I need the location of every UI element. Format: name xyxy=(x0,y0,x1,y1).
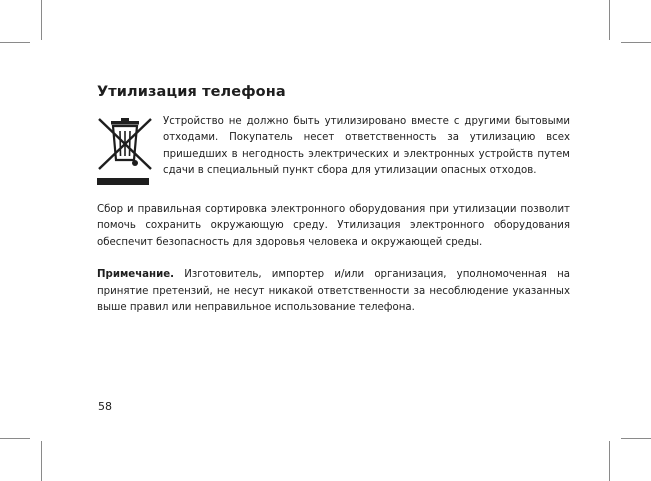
crop-mark-bottom-right-horizontal xyxy=(621,438,651,439)
crop-mark-top-left-horizontal xyxy=(0,42,30,43)
crop-mark-bottom-right-vertical xyxy=(609,441,610,481)
crop-mark-top-left-vertical xyxy=(41,0,42,40)
note-text: Изготовитель, импортер и/или организация, уполномоченная на принятие претензий, не несут никакой ответственности за несоблюдение указанных выше правил или неправильное использование телефона. xyxy=(97,269,570,314)
disposal-paragraph: Устройство не должно быть утилизировано вместе с другими бытовыми отходами. Покупатель несет ответственность за утилизацию всех пришедших в негодность электрических и электронных устройств путем сдачи в специальный пункт сбора для утилизации опасных отходов. xyxy=(163,116,570,177)
page-title: Утилизация телефона xyxy=(97,84,286,100)
crop-mark-bottom-left-horizontal xyxy=(0,438,30,439)
page-number: 58 xyxy=(98,400,112,413)
crop-mark-top-right-vertical xyxy=(609,0,610,40)
disposal-section xyxy=(97,115,570,188)
crop-mark-top-right-horizontal xyxy=(621,42,651,43)
note-paragraph xyxy=(97,267,570,316)
crop-mark-bottom-left-vertical xyxy=(41,441,42,481)
crossed-out-wheelie-bin-icon xyxy=(97,116,153,188)
page-content xyxy=(97,83,570,316)
sorting-paragraph: Сбор и правильная сортировка электронного оборудования при утилизации позволит помочь сохранить окружающую среду. Утилизация электронного оборудования обеспечит безопасность для здоровья человека и окружающей среды. xyxy=(97,204,570,248)
note-label: Примечание. xyxy=(97,269,175,281)
